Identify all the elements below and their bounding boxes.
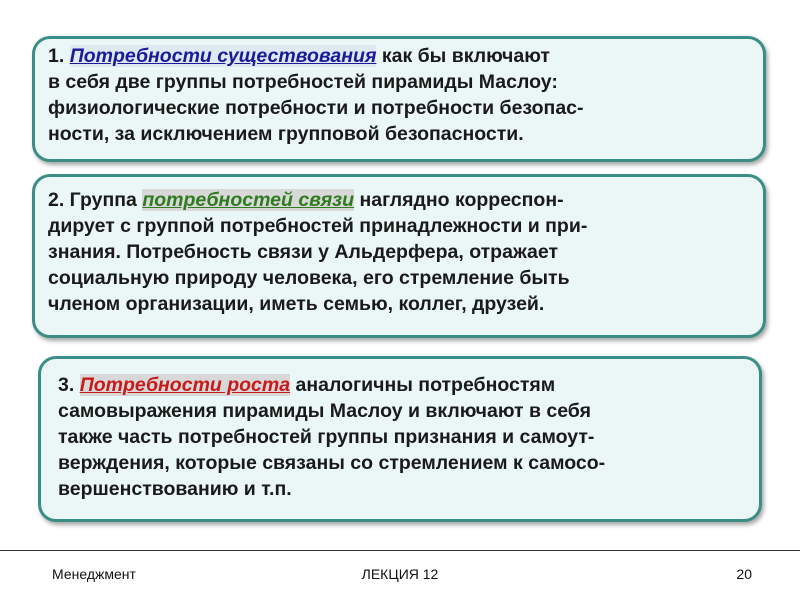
block3-line	[58, 372, 605, 398]
block3-line: также часть потребностей группы признания и самоут-	[58, 426, 595, 448]
block3-number: 3.	[58, 374, 80, 396]
block1-line: физиологические потребности и потребности безопас-	[48, 97, 584, 119]
block1-line	[48, 43, 584, 69]
footer-divider	[0, 550, 800, 551]
block2-line: дирует с группой потребностей принадлежности и при-	[48, 215, 588, 237]
block2-line: членом организации, иметь семью, коллег, друзей.	[48, 293, 545, 315]
block3-text	[58, 372, 605, 502]
term-relatedness-needs: потребностей связи	[142, 189, 355, 211]
block3-line: верждения, которые связаны со стремлением к самосо-	[58, 452, 606, 474]
block2-line	[48, 187, 587, 213]
block3-line: самовыражения пирамиды Маслоу и включают в себя	[58, 400, 591, 422]
block3-line: вершенствованию и т.п.	[58, 478, 292, 500]
footer-page-number: 20	[736, 566, 752, 582]
block2-line: знания. Потребность связи у Альдерфера, отражает	[48, 241, 558, 263]
footer-lecture-label: ЛЕКЦИЯ 12	[361, 566, 439, 582]
block1-number: 1.	[48, 45, 70, 67]
block1-line: в себя две группы потребностей пирамиды Маслоу:	[48, 71, 558, 93]
term-existence-needs: Потребности существования	[69, 45, 377, 67]
block1-line-rest: как бы включают	[376, 45, 550, 67]
footer-course-name: Менеджмент	[52, 566, 136, 582]
block3-line-rest: аналогичны потребностям	[290, 374, 556, 396]
term-growth-needs: Потребности роста	[79, 374, 291, 396]
block1-line: ности, за исключением групповой безопасности.	[48, 123, 524, 145]
block2-lead: 2. Группа	[48, 189, 143, 211]
block2-line-rest: наглядно корреспон-	[354, 189, 564, 211]
block1-text	[48, 43, 584, 147]
block2-text	[48, 187, 587, 317]
block2-line: социальную природу человека, его стремление быть	[48, 267, 570, 289]
